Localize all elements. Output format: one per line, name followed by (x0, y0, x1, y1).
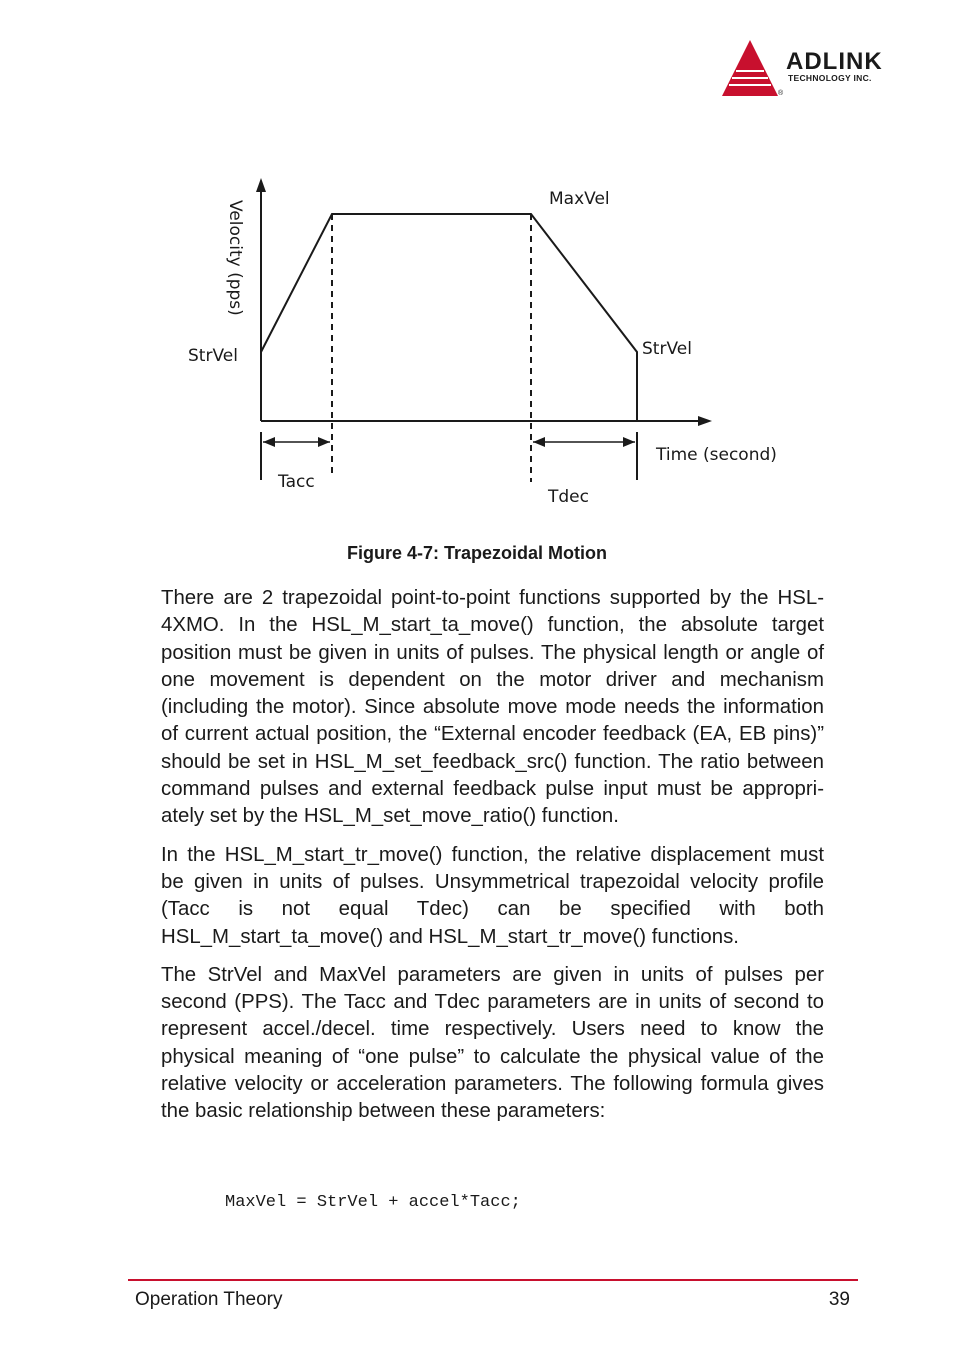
adlink-logo (720, 38, 920, 100)
tdec-label: Tdec (548, 487, 589, 507)
brand-name: ADLINK (786, 48, 883, 75)
paragraph-2: In the HSL_M_start_tr_move() function, the relative displacement must be given in units of pulses. Unsymmetrical trapezoidal velocity profile (Tacc is not equal Tdec) can be specified with both HSL_M_start_ta_move() and HSL_M_start_tr_move() functions. (161, 843, 824, 948)
footer-section-title: Operation Theory (135, 1289, 283, 1310)
trapezoid-diagram (180, 170, 820, 520)
formula-code: MaxVel = StrVel + accel*Tacc; (225, 1193, 521, 1212)
paragraph-1: There are 2 trapezoidal point-to-point functions supported by the HSL-4XMO. In the HSL_M_start_ta_move() function, the absolute target position must be given in units of pulses. The physical length or angle of one movement is dependent on the motor driver and mechanism (including the motor). Since absolute move mode needs the information of current actual position, the “External encoder feedback (EA, EB pins)” should be set in HSL_M_set_feedback_src() function. The ratio between command pulses and external feedback pulse input must be appropriately set by the HSL_M_set_move_ratio() function. (161, 587, 824, 828)
figure-caption: Figure 4-7: Trapezoidal Motion (346, 543, 607, 563)
tacc-label: Tacc (278, 472, 315, 492)
body-text (161, 585, 824, 1137)
registered-mark: ® (778, 90, 784, 97)
adlink-triangle-icon (720, 38, 780, 100)
footer-divider (128, 1279, 858, 1281)
page-number: 39 (828, 1289, 850, 1310)
y-axis-label: Velocity (pps) (225, 200, 245, 316)
x-axis-label: Time (second) (656, 445, 777, 465)
str-vel-right-label: StrVel (642, 339, 692, 359)
velocity-profile (261, 214, 637, 421)
max-vel-label: MaxVel (549, 189, 610, 209)
str-vel-left-label: StrVel (188, 346, 238, 366)
y-axis-arrow (256, 178, 266, 192)
x-axis-arrow (698, 416, 712, 426)
brand-subtitle: TECHNOLOGY INC. (788, 73, 872, 83)
trapezoidal-motion-figure (180, 170, 820, 520)
paragraph-3: The StrVel and MaxVel parameters are given in units of pulses per second (PPS). The Tacc and Tdec parameters are in units of second to represent accel./decel. time respectively. Users need to know the physical meaning of “one pulse” to calculate the physical value of the relative velocity or acceleration parameters. The following formula gives the basic relationship between these parameters: (161, 963, 824, 1123)
